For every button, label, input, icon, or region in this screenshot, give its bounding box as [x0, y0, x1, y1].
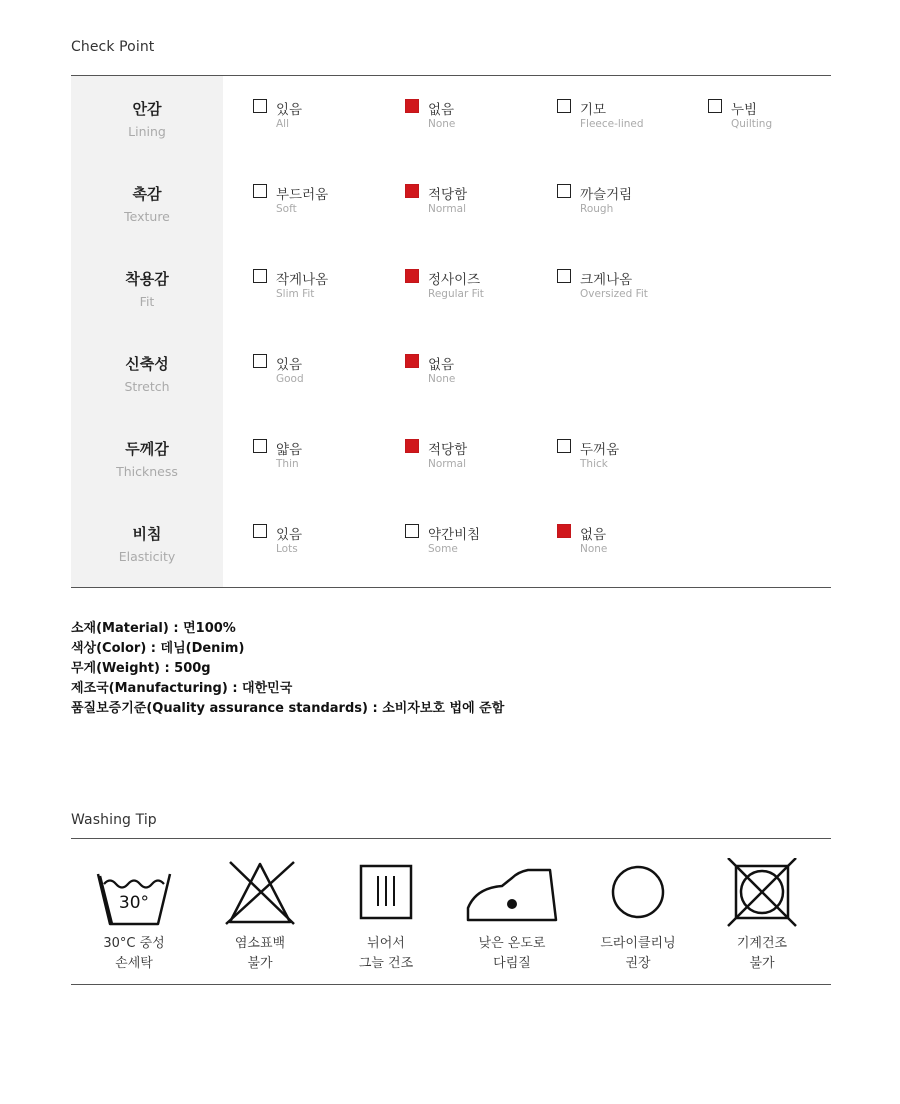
check-option-label-ko: 있음: [276, 102, 303, 118]
unchecked-box-icon: [557, 439, 571, 453]
check-row: [71, 76, 831, 161]
check-option-label-ko: 두꺼움: [580, 442, 620, 458]
unchecked-box-icon: [253, 99, 267, 113]
check-row-label-en: Elasticity: [118, 549, 176, 564]
check-row: [71, 501, 831, 586]
check-option: [405, 183, 555, 223]
washing-tip-icons: [71, 838, 831, 984]
check-option-label-ko: 작게나옴: [276, 272, 329, 288]
check-option-label-en: Slim Fit: [276, 288, 315, 300]
check-option-label-ko: 있음: [276, 357, 303, 373]
unchecked-box-icon: [253, 439, 267, 453]
check-option-label-en: Thin: [276, 458, 299, 470]
check-option: [557, 438, 707, 478]
check-option: [253, 98, 403, 138]
check-row: [71, 246, 831, 331]
no-bleach-icon: [210, 858, 310, 928]
check-option-label-ko: 적당함: [428, 442, 468, 458]
checked-box-icon: [405, 269, 419, 283]
product-specs: [71, 619, 504, 719]
spec-weight: 무게(Weight) : 500g: [71, 661, 211, 676]
check-row-label: [71, 501, 223, 564]
check-row-label: [71, 416, 223, 479]
wash-item-no-bleach: [197, 858, 323, 974]
check-option-label-en: Oversized Fit: [580, 288, 648, 300]
check-row-label-en: Stretch: [124, 379, 170, 394]
unchecked-box-icon: [557, 99, 571, 113]
dry-clean-icon: [588, 858, 688, 928]
check-point-title: Check Point: [71, 39, 155, 55]
check-option-label-ko: 얇음: [276, 442, 303, 458]
check-option: [557, 183, 707, 223]
check-option-label-ko: 적당함: [428, 187, 468, 203]
wash-item-dry-clean: [575, 858, 701, 974]
spec-quality-standard: 품질보증기준(Quality assurance standards) : 소비자보호 법에 준함: [71, 701, 505, 716]
check-option: [557, 268, 707, 308]
wash-item-hand-wash: [71, 858, 197, 974]
check-option-label-ko: 기모: [580, 102, 607, 118]
checked-box-icon: [405, 184, 419, 198]
check-option: [253, 268, 403, 308]
spec-manufacturing: 제조국(Manufacturing) : 대한민국: [71, 681, 293, 696]
hand-wash-30-icon: [84, 858, 184, 928]
check-option: [405, 98, 555, 138]
check-option: [253, 438, 403, 478]
unchecked-box-icon: [253, 524, 267, 538]
check-option-label-en: Rough: [580, 203, 614, 215]
checked-box-icon: [405, 99, 419, 113]
check-row-label-ko: 촉감: [132, 185, 162, 203]
check-option-label-ko: 없음: [580, 527, 607, 543]
check-row-label: [71, 76, 223, 139]
check-option-label-en: Lots: [276, 543, 298, 555]
check-option: [557, 98, 707, 138]
checked-box-icon: [405, 439, 419, 453]
check-row-label-en: Lining: [128, 124, 166, 139]
wash-label-3: 뉘어서 그늘 건조: [358, 936, 414, 971]
unchecked-box-icon: [253, 269, 267, 283]
check-option: [708, 98, 858, 138]
check-row-label-ko: 두께감: [125, 440, 169, 458]
check-point-table: [71, 76, 831, 587]
wash-label-4: 낮은 온도로 다림질: [478, 936, 546, 971]
check-row-label-en: Thickness: [116, 464, 178, 479]
no-tumble-dry-icon: [712, 858, 812, 928]
check-option-label-en: Quilting: [731, 118, 773, 130]
check-option-label-ko: 있음: [276, 527, 303, 543]
check-row: [71, 331, 831, 416]
check-option: [253, 353, 403, 393]
check-option: [405, 268, 555, 308]
check-row-label-ko: 신축성: [125, 355, 169, 373]
check-point-bottom-divider: [71, 587, 831, 588]
line-dry-shade-icon: [336, 858, 436, 928]
check-row-label: [71, 161, 223, 224]
unchecked-box-icon: [557, 184, 571, 198]
check-option-label-en: None: [580, 543, 608, 555]
washing-tip-title: Washing Tip: [71, 812, 157, 828]
check-option-label-ko: 누빔: [731, 102, 758, 118]
check-option-label-ko: 크게나옴: [580, 272, 633, 288]
wash-label-1: 30°C 중성 손세탁: [103, 936, 165, 971]
check-row-label: [71, 331, 223, 394]
check-option: [405, 438, 555, 478]
wash-label-6: 기계건조 불가: [736, 936, 788, 971]
check-option-label-en: Good: [276, 373, 304, 385]
check-option-label-en: Regular Fit: [428, 288, 484, 300]
check-row-label-ko: 안감: [132, 100, 162, 118]
iron-low-icon: [462, 858, 562, 928]
check-row-label-en: Fit: [139, 294, 155, 309]
wash-item-no-tumble-dry: [699, 858, 825, 974]
wash-item-iron: [449, 858, 575, 974]
check-option-label-en: None: [428, 118, 456, 130]
check-row-label: [71, 246, 223, 309]
check-row-label-en: Texture: [124, 209, 170, 224]
check-option-label-en: Normal: [428, 203, 466, 215]
washing-tip-bottom-divider: [71, 984, 831, 985]
unchecked-box-icon: [253, 184, 267, 198]
check-option-label-ko: 부드러움: [276, 187, 329, 203]
spec-material: 소재(Material) : 면100%: [71, 621, 236, 636]
wash-label-5: 드라이클리닝 권장: [600, 936, 676, 971]
check-option-label-en: Thick: [580, 458, 608, 470]
check-option-label-en: Normal: [428, 458, 466, 470]
unchecked-box-icon: [557, 269, 571, 283]
check-option-label-en: None: [428, 373, 456, 385]
wash-label-2: 염소표백 불가: [234, 936, 286, 971]
check-option: [253, 183, 403, 223]
check-option-label-ko: 약간비침: [428, 527, 481, 543]
check-row: [71, 161, 831, 246]
check-option-label-ko: 정사이즈: [428, 272, 481, 288]
check-row: [71, 416, 831, 501]
check-option-label-en: Fleece-lined: [580, 118, 644, 130]
check-option-label-en: Some: [428, 543, 458, 555]
check-option: [557, 523, 707, 563]
wash-item-line-dry: [323, 858, 449, 974]
check-row-label-ko: 착용감: [125, 270, 169, 288]
check-option: [405, 523, 555, 563]
unchecked-box-icon: [405, 524, 419, 538]
checked-box-icon: [557, 524, 571, 538]
check-option-label-ko: 없음: [428, 357, 455, 373]
checked-box-icon: [405, 354, 419, 368]
check-option: [253, 523, 403, 563]
check-option-label-ko: 까슬거림: [580, 187, 633, 203]
unchecked-box-icon: [253, 354, 267, 368]
check-option-label-en: All: [276, 118, 290, 130]
unchecked-box-icon: [708, 99, 722, 113]
wash-temp-label: 30°: [118, 893, 150, 913]
check-option-label-ko: 없음: [428, 102, 455, 118]
check-option-label-en: Soft: [276, 203, 297, 215]
spec-color: 색상(Color) : 데님(Denim): [71, 641, 245, 656]
check-row-label-ko: 비침: [132, 525, 162, 543]
check-option: [405, 353, 555, 393]
